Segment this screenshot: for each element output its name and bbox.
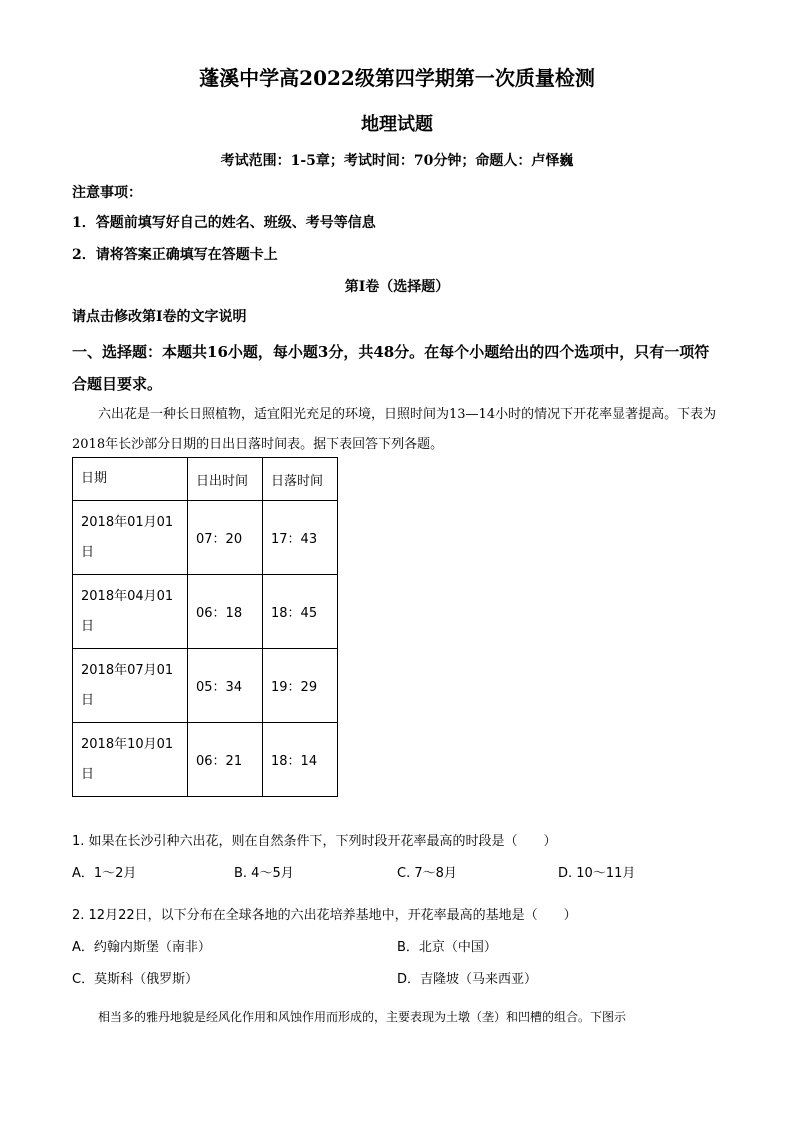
cell-date: 2018年01月01日 [73,501,188,575]
q2-option-b[interactable]: B．北京（中国） [397,940,497,955]
cell-date: 2018年07月01日 [73,649,188,723]
question-1: 1. 如果在长沙引种六出花，则在自然条件下，下列时段开花率最高的时段是（ ） [72,834,557,849]
cell-date: 2018年10月01日 [73,723,188,797]
note-item: 1．答题前填写好自己的姓名、班级、考号等信息 [72,215,376,231]
q1-option-b[interactable]: B. 4～5月 [234,866,294,881]
cell-sunset: 19：29 [263,649,338,723]
cell-sunset: 17：43 [263,501,338,575]
section-title: 第I卷（选择题） [344,279,450,295]
passage-yardang: 相当多的雅丹地貌是经风化作用和风蚀作用而形成的，主要表现为土墩（垄）和凹槽的组合。下图示 [98,1010,627,1024]
cell-sunrise: 06：18 [188,575,263,649]
table-row [73,723,338,797]
header-date: 日期 [73,458,188,501]
header-sunset: 日落时间 [263,458,338,501]
passage-liuchuhua: 六出花是一种长日照植物，适宜阳光充足的环境，日照时间为13—14小时的情况下开花率显著提高。下表为2018年长沙部分日期的日出日落时间表。据下表回答下列各题。 [72,407,717,452]
q2-option-d[interactable]: D．吉隆坡（马来西亚） [397,972,538,987]
cell-sunset: 18：45 [263,575,338,649]
exam-subject: 地理试题 [361,114,433,135]
exam-scope: 考试范围：1-5章；考试时间：70分钟；命题人：卢怿巍 [220,153,574,169]
header-sunrise: 日出时间 [188,458,263,501]
cell-sunset: 18：14 [263,723,338,797]
sunrise-sunset-table [72,457,338,797]
q2-option-c[interactable]: C．莫斯科（俄罗斯） [72,972,199,987]
cell-date: 2018年04月01日 [73,575,188,649]
section-instructions: 一、选择题：本题共16小题，每小题3分，共48分。在每个小题给出的四个选项中，只有一项符合题目要求。 [72,343,710,393]
table-row [73,649,338,723]
note-item: 2．请将答案正确填写在答题卡上 [72,247,278,263]
q1-option-c[interactable]: C. 7～8月 [397,866,457,881]
q1-option-a[interactable]: A．1～2月 [72,866,137,881]
cell-sunrise: 06：21 [188,723,263,797]
table-row [73,575,338,649]
cell-sunrise: 05：34 [188,649,263,723]
notes-heading: 注意事项： [72,185,142,201]
section-edit-hint[interactable]: 请点击修改第I卷的文字说明 [72,309,247,325]
question-2: 2. 12月22日，以下分布在全球各地的六出花培养基地中，开花率最高的基地是（ ） [72,908,577,923]
cell-sunrise: 07：20 [188,501,263,575]
table-row [73,501,338,575]
exam-title: 蓬溪中学高2022级第四学期第一次质量检测 [199,66,595,90]
q2-option-a[interactable]: A．约翰内斯堡（南非） [72,940,211,955]
table-header-row [73,458,338,501]
q1-option-d[interactable]: D. 10～11月 [558,866,636,881]
